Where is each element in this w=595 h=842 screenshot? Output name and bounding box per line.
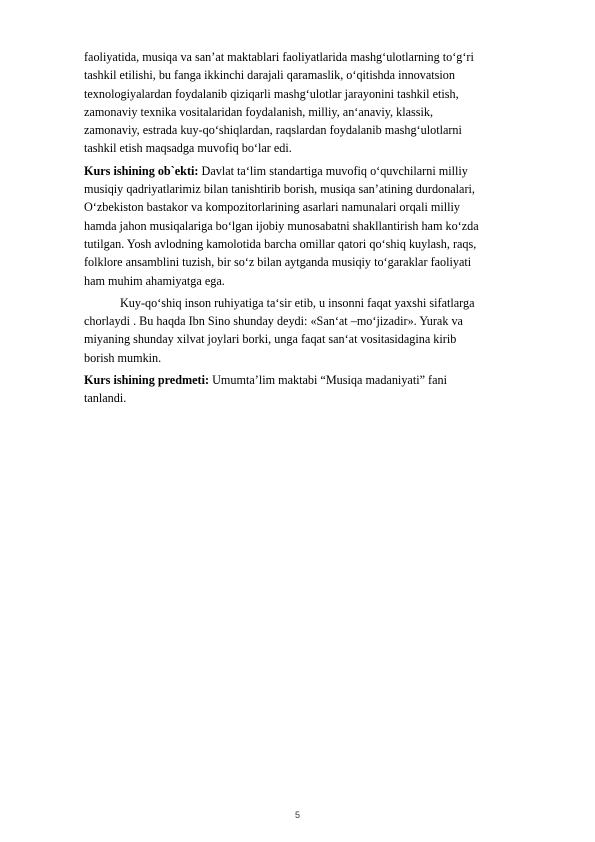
text-line: chorlaydi . Bu haqda Ibn Sino shunday deydi: «San‘at –mo‘jizadir». Yurak va xyxy=(84,314,463,329)
object-heading: Kurs ishining ob`ekti: xyxy=(84,163,199,178)
document-body xyxy=(84,48,540,412)
subject-heading: Kurs ishining predmeti: xyxy=(84,373,210,388)
paragraph-subject xyxy=(84,371,540,408)
text-line: Kuy-qo‘shiq inson ruhiyatiga ta‘sir etib, u insonni faqat yaxshi sifatlarga xyxy=(120,295,475,310)
text-line: ham muhim ahamiyatga ega. xyxy=(84,273,225,288)
text-line: texnologiyalardan foydalanib qiziqarli mashg‘ulotlar jarayonini tashkil etish, xyxy=(84,86,459,101)
text-line: tanlandi. xyxy=(84,391,127,406)
text-line: musiqiy qadriyatlarimiz bilan tanishtirib borish, musiqa san’atining durdonalari, xyxy=(84,182,475,197)
text-line: O‘zbekiston bastakor va kompozitorlarining asarlari namunalari orqali milliy xyxy=(84,200,461,215)
text-line xyxy=(84,162,540,180)
text-line: tashkil etilishi, bu fanga ikkinchi darajali qaramaslik, o‘qitishda innovatsion xyxy=(84,68,455,83)
paragraph-intro xyxy=(84,48,540,158)
page-number: 5 xyxy=(294,810,300,820)
text-line: tutilgan. Yosh avlodning kamolotida barcha omillar qatori qo‘shiq kuylash, raqs, xyxy=(84,236,477,251)
text-line: miyaning shunday xilvat joylari borki, unga faqat san‘at vositasidagina kirib xyxy=(84,332,457,347)
text-line: hamda jahon musiqalariga bo‘lgan ijobiy munosabatni shakllantirish ham ko‘zda xyxy=(84,218,479,233)
object-first-line: Davlat ta‘lim standartiga muvofiq o‘quvchilarni milliy xyxy=(198,163,468,178)
text-line: tashkil etish maqsadga muvofiq bo‘lar edi. xyxy=(84,141,292,156)
subject-first-line: Umumta’lim maktabi “Musiqa madaniyati” fani xyxy=(209,373,447,388)
paragraph-quote xyxy=(84,294,540,367)
text-line: faoliyatida, musiqa va san’at maktablari faoliyatlarida mashg‘ulotlarning to‘g‘ri xyxy=(84,50,474,64)
text-line: zamonaviy texnika vositalaridan foydalanish, milliy, an‘anaviy, klassik, xyxy=(84,104,434,119)
text-line: folklore ansamblini tuzish, bir so‘z bilan aytganda musiqiy to‘garaklar faoliyati xyxy=(84,255,472,270)
text-line: zamonaviy, estrada kuy-qo‘shiqlardan, raqslardan foydalanib mashg‘ulotlarni xyxy=(84,123,462,138)
text-line: borish mumkin. xyxy=(84,350,162,365)
paragraph-object xyxy=(84,162,540,290)
text-line xyxy=(84,371,540,389)
